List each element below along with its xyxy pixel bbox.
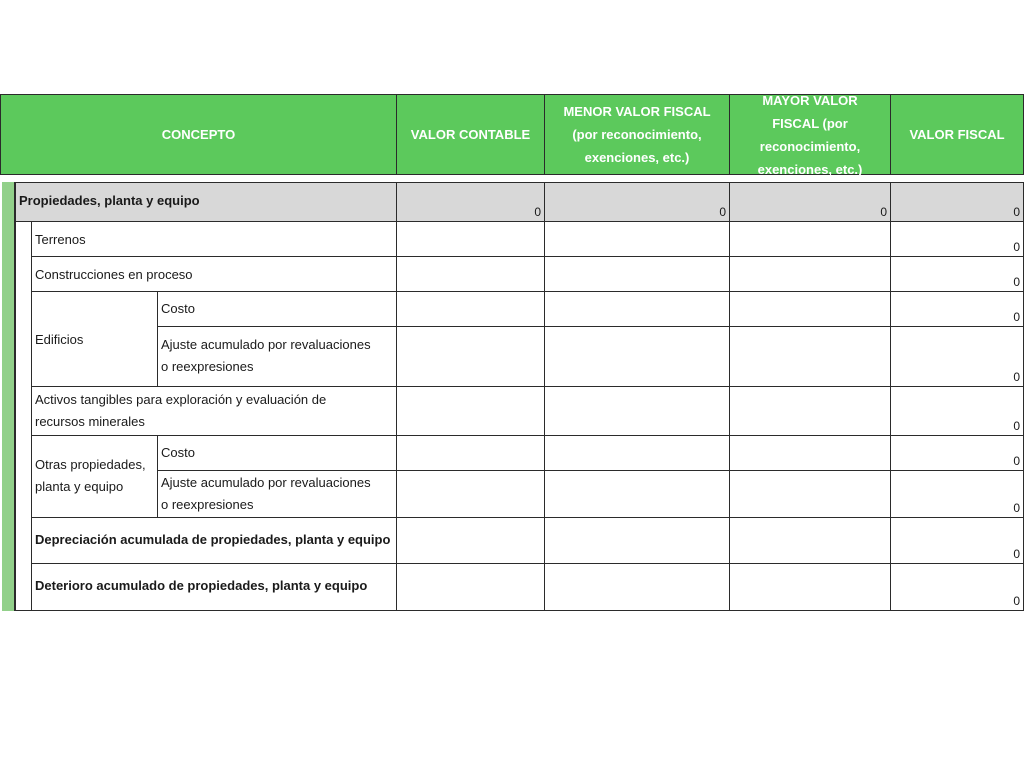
row-activos-tangibles-label: Activos tangibles para exploración y evaluación de recursos minerales [35,392,327,429]
row-otras-costo-label-cell [157,436,396,471]
section-menor-valor-fiscal [544,182,729,222]
header-menor-valor-fiscal [544,94,729,175]
row-edificios-ajuste-valor-fiscal-value: 0 [1013,370,1020,384]
row-construcciones-mayor-valor [729,257,890,292]
row-depreciacion-label-cell [31,518,396,564]
row-depreciacion-label: Depreciación acumulada de propiedades, planta y equipo [35,532,391,547]
row-edificios-costo-label: Costo [161,301,195,316]
section-label-cell [15,182,396,222]
row-otras-ajuste-valor-fiscal-value: 0 [1013,501,1020,515]
row-terrenos-label-cell [31,222,396,257]
row-edificios-costo-mayor-valor [729,292,890,327]
section-label: Propiedades, planta y equipo [19,193,200,208]
row-construcciones-menor-valor [544,257,729,292]
row-edificios-ajuste-mayor-valor [729,327,890,387]
row-edificios-costo-menor-valor [544,292,729,327]
row-activos-tangibles-menor-valor [544,387,729,436]
row-activos-tangibles-valor-fiscal-value: 0 [1013,419,1020,433]
row-deterioro-label-cell [31,564,396,611]
row-depreciacion-valor-fiscal [890,518,1024,564]
indent-column [15,222,31,611]
row-deterioro-valor-fiscal [890,564,1024,611]
group-indicator-bar [2,182,15,611]
row-activos-tangibles-valor-fiscal [890,387,1024,436]
row-otras-propiedades-label-cell [31,436,157,518]
row-otras-costo-valor-contable [396,436,544,471]
row-edificios-ajuste-valor-fiscal [890,327,1024,387]
row-edificios-ajuste-valor-contable [396,327,544,387]
header-valor-contable-label: VALOR CONTABLE [410,127,531,142]
header-concepto [0,94,396,175]
row-depreciacion-menor-valor [544,518,729,564]
row-terrenos-label: Terrenos [35,232,86,247]
row-activos-tangibles-valor-contable [396,387,544,436]
header-menor-valor-fiscal-label: MENOR VALOR FISCAL (por reconocimiento, exenciones, etc.) [563,104,711,165]
section-valor-contable [396,182,544,222]
row-activos-tangibles-mayor-valor [729,387,890,436]
row-deterioro-valor-fiscal-value: 0 [1013,594,1020,608]
row-depreciacion-mayor-valor [729,518,890,564]
row-otras-ajuste-menor-valor [544,471,729,518]
header-valor-fiscal-label: VALOR FISCAL [909,127,1005,142]
section-valor-fiscal [890,182,1024,222]
section-valor-contable-value: 0 [534,205,541,219]
row-edificios-ajuste-label-cell [157,327,396,387]
row-terrenos-menor-valor [544,222,729,257]
row-depreciacion-valor-fiscal-value: 0 [1013,547,1020,561]
row-otras-costo-label: Costo [161,445,195,460]
row-construcciones-label: Construcciones en proceso [35,267,193,282]
header-mayor-valor-fiscal-label: MAYOR VALOR FISCAL (por reconocimiento, exenciones, etc.) [757,92,863,177]
row-otras-costo-valor-fiscal-value: 0 [1013,454,1020,468]
row-construcciones-label-cell [31,257,396,292]
header-concepto-label: CONCEPTO [161,127,236,142]
section-mayor-valor-fiscal-value: 0 [880,205,887,219]
row-otras-ajuste-valor-contable [396,471,544,518]
row-otras-ajuste-mayor-valor [729,471,890,518]
row-edificios-label-cell [31,292,157,387]
row-edificios-costo-valor-contable [396,292,544,327]
row-construcciones-valor-fiscal-value: 0 [1013,275,1020,289]
row-otras-ajuste-label-cell [157,471,396,518]
row-edificios-ajuste-menor-valor [544,327,729,387]
row-depreciacion-valor-contable [396,518,544,564]
row-edificios-costo-label-cell [157,292,396,327]
row-terrenos-valor-fiscal [890,222,1024,257]
row-edificios-label: Edificios [35,332,84,347]
section-valor-fiscal-value: 0 [1013,205,1020,219]
row-terrenos-mayor-valor [729,222,890,257]
row-deterioro-mayor-valor [729,564,890,611]
row-otras-costo-mayor-valor [729,436,890,471]
row-deterioro-menor-valor [544,564,729,611]
header-valor-fiscal [890,94,1024,175]
row-otras-ajuste-label: Ajuste acumulado por revaluaciones o reexpresiones [161,475,371,512]
row-deterioro-label: Deterioro acumulado de propiedades, planta y equipo [35,578,368,593]
row-edificios-costo-valor-fiscal-value: 0 [1013,310,1020,324]
row-deterioro-valor-contable [396,564,544,611]
row-activos-tangibles-label-cell [31,387,396,436]
header-valor-contable [396,94,544,175]
row-construcciones-valor-fiscal [890,257,1024,292]
row-edificios-ajuste-label: Ajuste acumulado por revaluaciones o reexpresiones [161,337,371,374]
section-menor-valor-fiscal-value: 0 [719,205,726,219]
row-otras-costo-valor-fiscal [890,436,1024,471]
row-edificios-costo-valor-fiscal [890,292,1024,327]
header-mayor-valor-fiscal [729,94,890,175]
row-otras-ajuste-valor-fiscal [890,471,1024,518]
row-terrenos-valor-contable [396,222,544,257]
row-otras-propiedades-label: Otras propiedades, planta y equipo [35,457,146,494]
row-otras-costo-menor-valor [544,436,729,471]
row-terrenos-valor-fiscal-value: 0 [1013,240,1020,254]
section-mayor-valor-fiscal [729,182,890,222]
row-construcciones-valor-contable [396,257,544,292]
